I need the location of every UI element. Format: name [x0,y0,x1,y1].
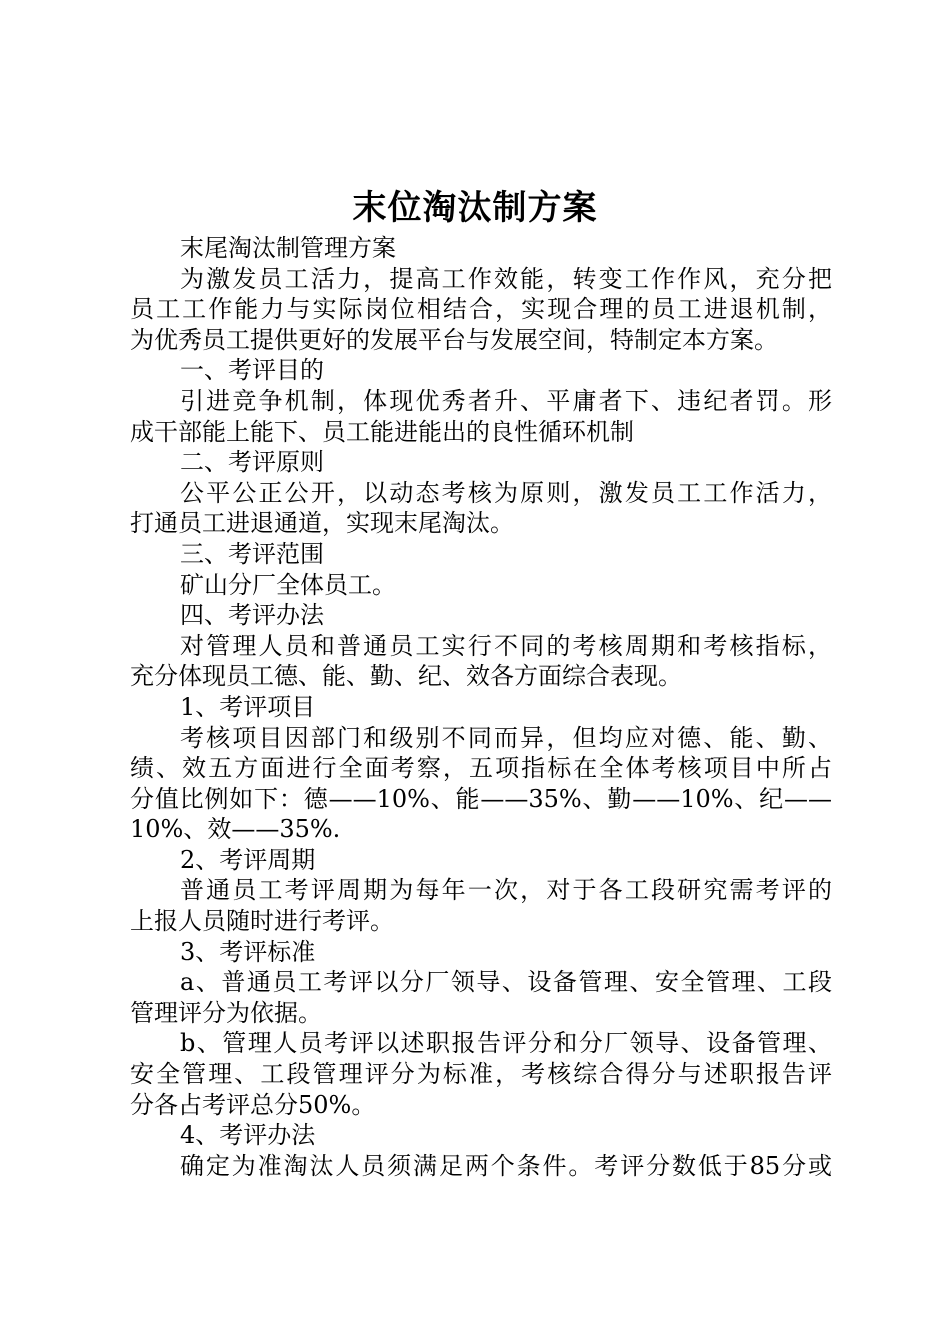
text-line: 绩、效五方面进行全面考察，五项指标在全体考核项目中所占 [130,754,832,783]
text-line: 矿山分厂全体员工。 [180,570,396,599]
text-line: 公平公正公开，以动态考核为原则，激发员工工作活力， [180,478,832,507]
text-line: 打通员工进退通道，实现末尾淘汰。 [130,509,514,538]
document-title: 末位淘汰制方案 [352,188,598,228]
text-line: 对管理人员和普通员工实行不同的考核周期和考核指标， [180,631,832,660]
text-line: 4、考评办法 [180,1121,316,1150]
text-line: 安全管理、工段管理评分为标准，考核综合得分与述职报告评 [130,1060,832,1089]
text-line: 员工工作能力与实际岗位相结合，实现合理的员工进退机制， [130,295,832,324]
text-line: a、普通员工考评以分厂领导、设备管理、安全管理、工段 [180,968,832,997]
text-line: 上报人员随时进行考评。 [130,907,394,936]
text-line: 管理评分为依据。 [130,998,322,1027]
text-line: 10%、效——35%. [130,815,341,844]
text-line: 引进竞争机制，体现优秀者升、平庸者下、违纪者罚。形 [180,386,832,415]
text-line: 分值比例如下：德——10%、能——35%、勤——10%、纪—— [130,784,832,813]
text-line: 普通员工考评周期为每年一次，对于各工段研究需考评的 [180,876,832,905]
text-line: 为优秀员工提供更好的发展平台与发展空间，特制定本方案。 [130,325,778,354]
text-line: 2、考评周期 [180,845,316,874]
text-line: b、管理人员考评以述职报告评分和分厂领导、设备管理、 [180,1029,832,1058]
text-line: 为激发员工活力，提高工作效能，转变工作作风，充分把 [180,264,832,293]
text-line: 四、考评办法 [180,601,324,630]
document-body [130,233,832,1181]
text-line: 充分体现员工德、能、勤、纪、效各方面综合表现。 [130,662,682,691]
text-line: 一、考评目的 [180,356,324,385]
text-line: 二、考评原则 [180,448,324,477]
text-line: 1、考评项目 [180,692,316,721]
text-line: 考核项目因部门和级别不同而异，但均应对德、能、勤、 [180,723,832,752]
text-line: 确定为准淘汰人员须满足两个条件。考评分数低于85分或 [180,1151,832,1180]
text-line: 末尾淘汰制管理方案 [180,234,396,262]
text-line: 3、考评标准 [180,937,316,966]
text-line: 三、考评范围 [180,539,324,568]
text-line: 分各占考评总分50%。 [130,1090,376,1119]
text-line: 成干部能上能下、员工能进能出的良性循环机制 [130,417,634,446]
